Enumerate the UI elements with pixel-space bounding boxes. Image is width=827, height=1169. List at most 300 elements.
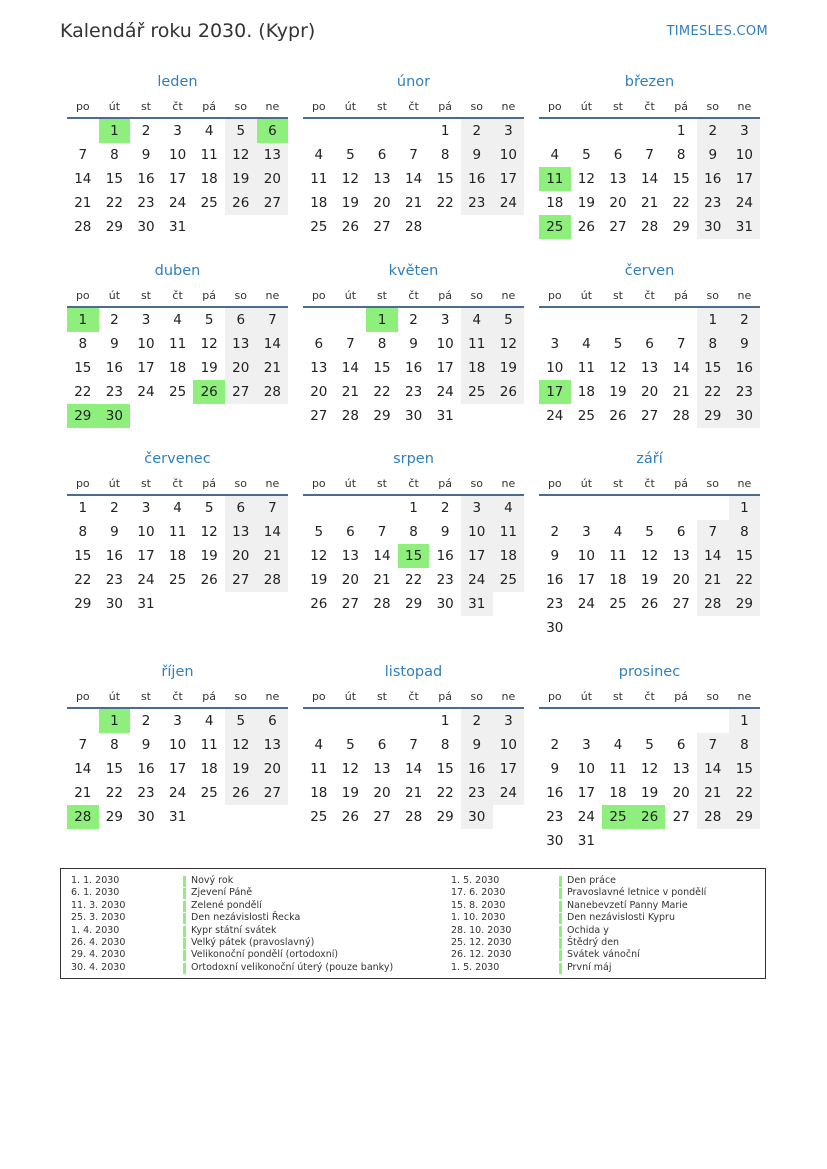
day-cell: 24 — [546, 408, 564, 424]
day-cell: 28 — [341, 408, 359, 424]
day-cell: 23 — [461, 191, 493, 215]
day-cell: 13 — [257, 733, 289, 757]
month-calendar — [67, 70, 288, 239]
day-cell: 13 — [225, 332, 257, 356]
day-cell: 21 — [74, 195, 92, 211]
day-cell: 30 — [546, 833, 564, 849]
day-cell: 28 — [404, 809, 423, 825]
day-cell: 14 — [74, 171, 92, 187]
day-cell: 11 — [168, 336, 187, 352]
day-cell: 22 — [74, 572, 92, 588]
empty-cell — [257, 805, 289, 829]
weekday-header: út — [99, 96, 131, 119]
day-cell: 17 — [577, 785, 595, 801]
legend-marker — [559, 963, 562, 974]
legend-holiday-name: Ochida y — [567, 924, 609, 936]
day-cell: 12 — [200, 524, 218, 540]
day-cell: 9 — [550, 548, 560, 564]
legend-marker — [559, 901, 562, 912]
weekday-header: ne — [257, 686, 289, 709]
empty-cell — [398, 119, 430, 143]
day-cell: 16 — [436, 548, 454, 564]
empty-cell — [665, 709, 697, 733]
empty-cell — [602, 308, 634, 332]
day-cell: 13 — [373, 171, 391, 187]
legend-marker — [183, 938, 186, 949]
month-grid — [303, 285, 524, 428]
legend-date: 25. 3. 2030 — [71, 912, 126, 924]
day-cell: 5 — [225, 709, 257, 733]
day-cell: 23 — [404, 384, 423, 400]
day-cell: 3 — [141, 312, 151, 328]
day-cell: 16 — [404, 360, 423, 376]
weekday-header: út — [571, 285, 603, 308]
day-cell: 2 — [550, 737, 560, 753]
day-cell: 20 — [225, 544, 257, 568]
empty-cell — [162, 404, 194, 428]
empty-cell — [193, 404, 225, 428]
legend-marker — [183, 926, 186, 937]
day-cell: 27 — [257, 191, 289, 215]
day-cell: 30 — [105, 596, 123, 612]
weekday-header: čt — [634, 96, 666, 119]
day-cell: 14 — [257, 332, 289, 356]
day-cell: 17 — [436, 360, 454, 376]
day-cell: 27 — [225, 568, 257, 592]
day-cell: 5 — [613, 336, 623, 352]
day-cell: 15 — [74, 548, 92, 564]
day-cell: 18 — [310, 785, 328, 801]
day-cell: 7 — [377, 524, 387, 540]
day-cell: 14 — [373, 548, 391, 564]
day-cell: 4 — [314, 147, 324, 163]
weekday-header: st — [366, 686, 398, 709]
day-cell: 25 — [577, 408, 595, 424]
day-cell: 13 — [640, 360, 659, 376]
day-cell: 8 — [78, 336, 88, 352]
day-cell: 22 — [105, 195, 123, 211]
day-cell: 7 — [78, 737, 88, 753]
day-cell: 8 — [697, 332, 729, 356]
legend-holiday-name: Nový rok — [191, 875, 234, 886]
day-cell: 31 — [168, 219, 187, 235]
day-cell: 15 — [436, 171, 454, 187]
day-cell: 21 — [74, 785, 92, 801]
day-cell: 6 — [377, 147, 387, 163]
weekday-header: čt — [398, 686, 430, 709]
day-cell: 11 — [609, 548, 627, 564]
day-cell: 28 — [373, 596, 391, 612]
month-calendar — [67, 259, 288, 428]
day-cell: 19 — [341, 195, 359, 211]
month-grid — [67, 96, 288, 239]
day-cell: 20 — [257, 167, 289, 191]
day-cell: 3 — [550, 336, 560, 352]
day-cell: 23 — [105, 572, 123, 588]
day-cell: 21 — [640, 195, 659, 211]
empty-cell — [665, 496, 697, 520]
weekday-header: st — [366, 96, 398, 119]
weekday-header: ne — [493, 96, 525, 119]
day-cell: 18 — [577, 384, 595, 400]
empty-cell — [303, 119, 335, 143]
weekday-header: so — [461, 473, 493, 496]
header — [60, 20, 768, 46]
weekday-header: st — [602, 96, 634, 119]
day-cell: 3 — [729, 119, 761, 143]
day-cell: 4 — [314, 737, 324, 753]
weekday-header: ne — [493, 686, 525, 709]
day-cell: 11 — [310, 761, 328, 777]
day-cell: 2 — [550, 524, 560, 540]
day-cell: 5 — [204, 312, 214, 328]
empty-cell — [225, 805, 257, 829]
empty-cell — [335, 496, 367, 520]
day-cell: 23 — [729, 380, 761, 404]
weekday-header: ne — [257, 285, 289, 308]
weekday-header: ne — [729, 686, 761, 709]
empty-cell — [493, 805, 525, 829]
holiday-day-cell: 1 — [366, 308, 398, 332]
day-cell: 13 — [609, 171, 627, 187]
day-cell: 3 — [493, 119, 525, 143]
day-cell: 13 — [225, 520, 257, 544]
weekday-header: út — [335, 686, 367, 709]
empty-cell — [634, 119, 666, 143]
day-cell: 15 — [105, 171, 123, 187]
empty-cell — [539, 119, 571, 143]
weekday-header: st — [602, 285, 634, 308]
day-cell: 18 — [168, 360, 187, 376]
day-cell: 25 — [200, 195, 218, 211]
weekday-header: út — [99, 473, 131, 496]
legend-holiday-name: Kypr státní svátek — [191, 924, 277, 936]
day-cell: 21 — [257, 544, 289, 568]
day-cell: 29 — [436, 809, 454, 825]
empty-cell — [571, 119, 603, 143]
empty-cell — [225, 592, 257, 616]
day-cell: 20 — [640, 384, 659, 400]
day-cell: 18 — [461, 356, 493, 380]
day-cell: 24 — [577, 809, 595, 825]
empty-cell — [162, 592, 194, 616]
weekday-header: pá — [665, 285, 697, 308]
month-calendar — [539, 660, 760, 853]
day-cell: 5 — [204, 500, 214, 516]
site-link[interactable]: TIMESLES.COM — [666, 24, 768, 39]
day-cell: 27 — [672, 809, 690, 825]
day-cell: 6 — [225, 308, 257, 332]
day-cell: 4 — [613, 524, 623, 540]
day-cell: 29 — [672, 219, 690, 235]
weekday-header: út — [335, 96, 367, 119]
empty-cell — [193, 215, 225, 239]
month-calendar — [303, 660, 524, 829]
empty-cell — [729, 616, 761, 640]
weekday-header: po — [539, 96, 571, 119]
day-cell: 26 — [640, 596, 659, 612]
weekday-header: so — [461, 686, 493, 709]
legend-holiday-name: Štědrý den — [567, 936, 620, 948]
day-cell: 3 — [173, 123, 182, 139]
holiday-day-cell: 1 — [67, 308, 99, 332]
legend-marker — [559, 938, 562, 949]
month-name: srpen — [393, 451, 434, 467]
day-cell: 18 — [609, 785, 627, 801]
day-cell: 28 — [697, 592, 729, 616]
day-cell: 5 — [346, 147, 355, 163]
month-name: červenec — [144, 451, 211, 467]
page-title: Kalendář roku 2030. (Kypr) — [60, 20, 316, 42]
day-cell: 2 — [697, 119, 729, 143]
day-cell: 20 — [672, 572, 690, 588]
weekday-header: pá — [429, 96, 461, 119]
day-cell: 31 — [577, 833, 595, 849]
day-cell: 1 — [78, 500, 88, 516]
weekday-header: so — [225, 96, 257, 119]
day-cell: 5 — [314, 524, 324, 540]
day-cell: 12 — [225, 733, 257, 757]
day-cell: 7 — [645, 147, 654, 163]
empty-cell — [493, 404, 525, 428]
day-cell: 21 — [404, 785, 423, 801]
day-cell: 11 — [609, 761, 627, 777]
weekday-header: čt — [634, 285, 666, 308]
holiday-day-cell: 1 — [99, 709, 131, 733]
day-cell: 19 — [341, 785, 359, 801]
day-cell: 19 — [640, 572, 659, 588]
day-cell: 6 — [346, 524, 355, 540]
weekday-header: pá — [665, 473, 697, 496]
day-cell: 6 — [257, 709, 289, 733]
weekday-header: st — [130, 473, 162, 496]
day-cell: 9 — [110, 336, 119, 352]
day-cell: 7 — [78, 147, 88, 163]
legend-marker — [183, 901, 186, 912]
day-cell: 10 — [436, 336, 454, 352]
day-cell: 2 — [141, 123, 151, 139]
day-cell: 28 — [257, 380, 289, 404]
day-cell: 9 — [550, 761, 560, 777]
day-cell: 13 — [672, 548, 690, 564]
day-cell: 16 — [461, 757, 493, 781]
day-cell: 16 — [137, 171, 155, 187]
weekday-header: út — [335, 473, 367, 496]
day-cell: 14 — [341, 360, 359, 376]
weekday-header: po — [303, 285, 335, 308]
empty-cell — [225, 404, 257, 428]
day-cell: 14 — [697, 757, 729, 781]
day-cell: 30 — [697, 215, 729, 239]
day-cell: 1 — [697, 308, 729, 332]
day-cell: 13 — [310, 360, 328, 376]
holiday-day-cell: 26 — [193, 380, 225, 404]
day-cell: 10 — [493, 733, 525, 757]
day-cell: 8 — [440, 147, 450, 163]
day-cell: 25 — [310, 219, 328, 235]
day-cell: 8 — [78, 524, 88, 540]
empty-cell — [493, 592, 525, 616]
empty-cell — [634, 709, 666, 733]
weekday-header: po — [67, 285, 99, 308]
legend-holiday-name: Den nezávislosti Řecka — [191, 912, 301, 924]
day-cell: 15 — [697, 356, 729, 380]
day-cell: 3 — [582, 524, 591, 540]
day-cell: 22 — [436, 785, 454, 801]
legend-date: 28. 10. 2030 — [451, 924, 512, 936]
empty-cell — [335, 709, 367, 733]
weekday-header: so — [461, 285, 493, 308]
day-cell: 23 — [137, 195, 155, 211]
weekday-header: po — [303, 96, 335, 119]
day-cell: 2 — [141, 713, 151, 729]
month-grid — [539, 285, 760, 428]
day-cell: 6 — [613, 147, 623, 163]
day-cell: 21 — [341, 384, 359, 400]
day-cell: 16 — [137, 761, 155, 777]
day-cell: 3 — [173, 713, 182, 729]
month-name: květen — [388, 263, 439, 279]
day-cell: 28 — [74, 219, 92, 235]
day-cell: 19 — [225, 167, 257, 191]
legend-holiday-name: Den práce — [567, 875, 617, 886]
day-cell: 14 — [404, 761, 423, 777]
day-cell: 5 — [645, 737, 654, 753]
weekday-header: čt — [398, 96, 430, 119]
day-cell: 21 — [373, 572, 391, 588]
month-calendar — [539, 70, 760, 239]
day-cell: 11 — [200, 737, 218, 753]
day-cell: 11 — [200, 147, 218, 163]
day-cell: 20 — [310, 384, 328, 400]
weekday-header: pá — [665, 96, 697, 119]
day-cell: 17 — [137, 360, 155, 376]
day-cell: 22 — [729, 568, 761, 592]
day-cell: 9 — [141, 147, 151, 163]
day-cell: 21 — [257, 356, 289, 380]
weekday-header: po — [539, 686, 571, 709]
weekday-header: pá — [665, 686, 697, 709]
weekday-header: čt — [162, 473, 194, 496]
day-cell: 28 — [672, 408, 690, 424]
day-cell: 16 — [105, 548, 123, 564]
month-name: prosinec — [618, 664, 681, 680]
empty-cell — [571, 496, 603, 520]
weekday-header: st — [366, 285, 398, 308]
weekday-header: so — [697, 686, 729, 709]
day-cell: 16 — [105, 360, 123, 376]
day-cell: 23 — [105, 384, 123, 400]
day-cell: 9 — [697, 143, 729, 167]
weekday-header: po — [67, 96, 99, 119]
month-grid — [303, 686, 524, 829]
empty-cell — [602, 829, 634, 853]
day-cell: 14 — [697, 544, 729, 568]
empty-cell — [697, 829, 729, 853]
weekday-header: po — [303, 473, 335, 496]
day-cell: 7 — [346, 336, 355, 352]
empty-cell — [571, 616, 603, 640]
weekday-header: st — [366, 473, 398, 496]
legend-holiday-name: Nanebevzetí Panny Marie — [567, 899, 688, 911]
day-cell: 22 — [697, 380, 729, 404]
day-cell: 4 — [493, 496, 525, 520]
legend-holiday-name: Zelené pondělí — [191, 899, 262, 911]
weekday-header: ne — [729, 96, 761, 119]
day-cell: 5 — [645, 524, 654, 540]
legend-marker — [559, 888, 562, 899]
day-cell: 19 — [493, 356, 525, 380]
day-cell: 29 — [729, 592, 761, 616]
day-cell: 7 — [409, 147, 418, 163]
legend-holiday-name: Velikonoční pondělí (ortodoxní) — [191, 949, 339, 961]
day-cell: 18 — [200, 761, 218, 777]
day-cell: 30 — [137, 809, 155, 825]
day-cell: 25 — [200, 785, 218, 801]
empty-cell — [697, 496, 729, 520]
day-cell: 24 — [137, 572, 155, 588]
legend-marker — [559, 950, 562, 961]
day-cell: 16 — [546, 785, 564, 801]
day-cell: 29 — [373, 408, 391, 424]
day-cell: 29 — [74, 596, 92, 612]
day-cell: 30 — [461, 805, 493, 829]
day-cell: 12 — [493, 332, 525, 356]
day-cell: 11 — [493, 520, 525, 544]
day-cell: 20 — [373, 785, 391, 801]
day-cell: 18 — [609, 572, 627, 588]
day-cell: 24 — [137, 384, 155, 400]
legend-marker — [183, 876, 186, 887]
day-cell: 10 — [729, 143, 761, 167]
weekday-header: po — [539, 473, 571, 496]
legend-marker — [183, 963, 186, 974]
month-name: říjen — [161, 664, 194, 680]
empty-cell — [571, 308, 603, 332]
day-cell: 1 — [440, 713, 450, 729]
day-cell: 24 — [168, 195, 187, 211]
day-cell: 28 — [404, 219, 423, 235]
holiday-day-cell: 15 — [398, 544, 430, 568]
day-cell: 10 — [168, 737, 187, 753]
day-cell: 27 — [672, 596, 690, 612]
legend-date: 6. 1. 2030 — [71, 887, 120, 899]
day-cell: 18 — [546, 195, 564, 211]
empty-cell — [634, 308, 666, 332]
day-cell: 16 — [729, 356, 761, 380]
day-cell: 30 — [137, 219, 155, 235]
weekday-header: so — [697, 96, 729, 119]
day-cell: 23 — [461, 781, 493, 805]
holiday-day-cell: 25 — [602, 805, 634, 829]
day-cell: 24 — [493, 781, 525, 805]
day-cell: 11 — [168, 524, 187, 540]
day-cell: 24 — [168, 785, 187, 801]
empty-cell — [366, 496, 398, 520]
weekday-header: čt — [634, 686, 666, 709]
weekday-header: čt — [162, 285, 194, 308]
weekday-header: čt — [162, 96, 194, 119]
legend-holiday-name: Svátek vánoční — [567, 949, 640, 961]
legend-date: 17. 6. 2030 — [451, 887, 506, 899]
day-cell: 18 — [168, 548, 187, 564]
weekday-header: pá — [429, 473, 461, 496]
weekday-header: út — [571, 473, 603, 496]
day-cell: 16 — [461, 167, 493, 191]
day-cell: 2 — [409, 312, 418, 328]
empty-cell — [366, 709, 398, 733]
legend-holiday-name: První máj — [567, 961, 612, 973]
